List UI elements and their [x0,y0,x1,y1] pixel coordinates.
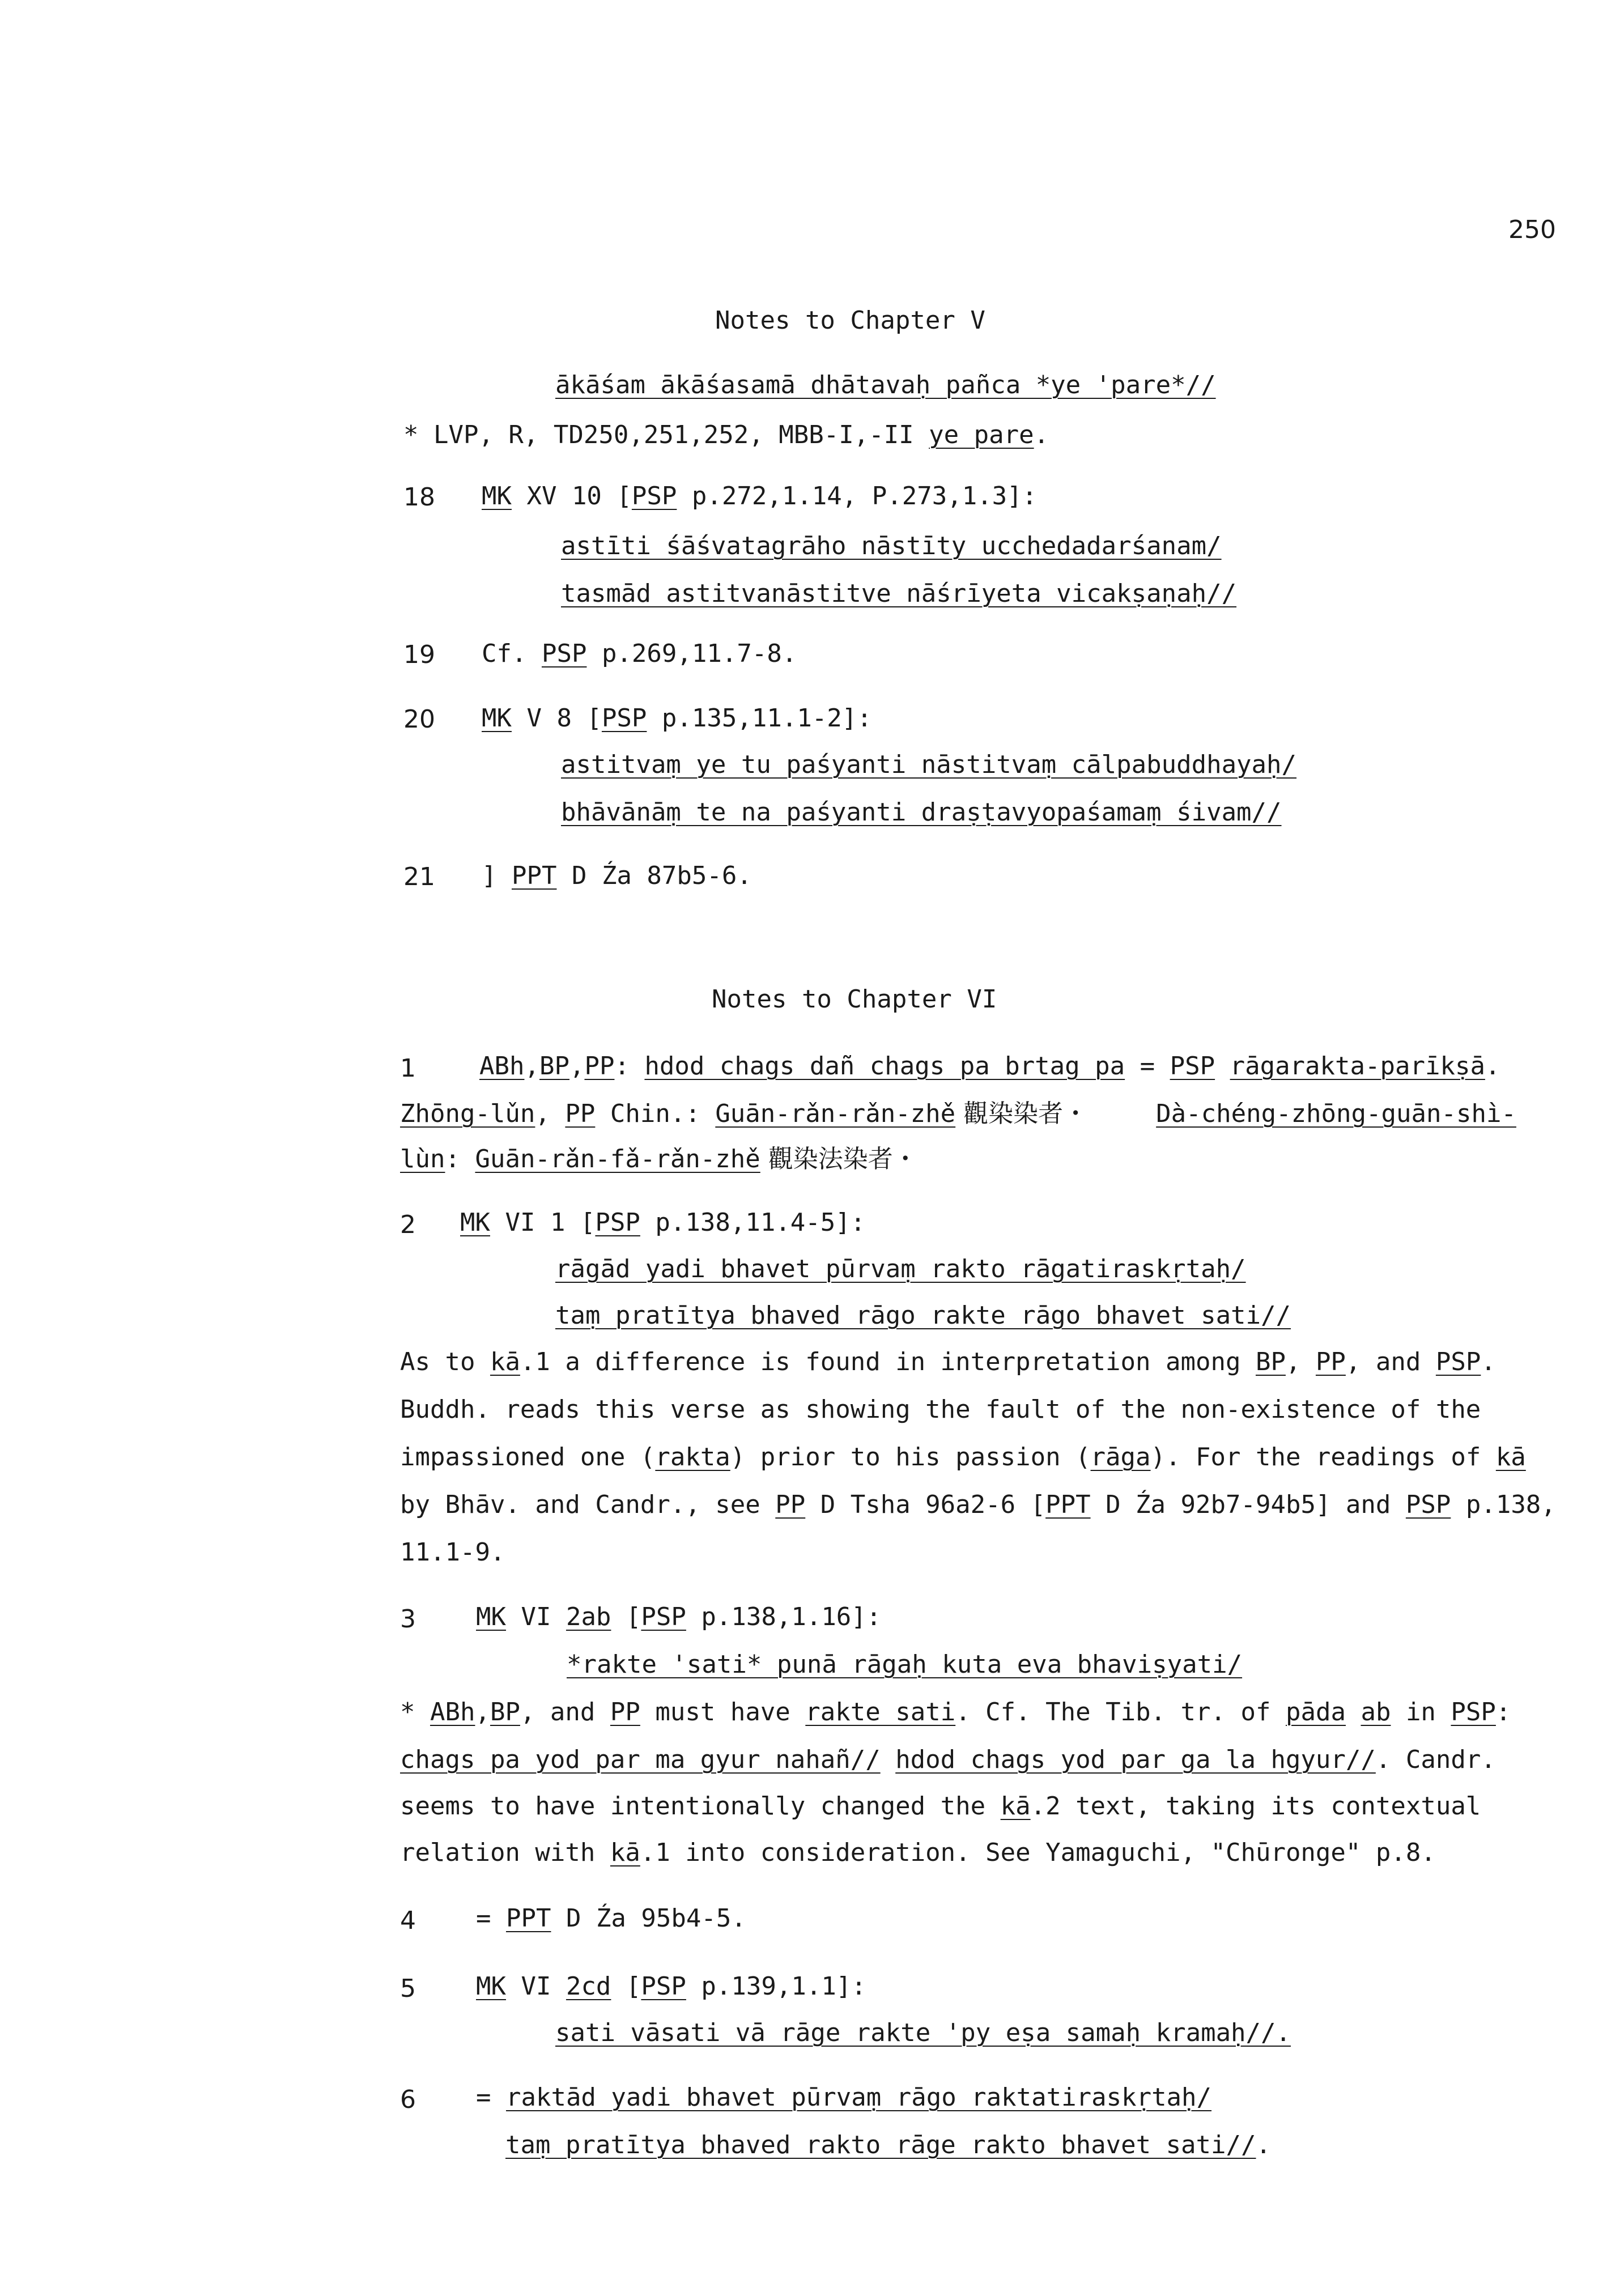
ref-text: [ [611,1972,641,2001]
ref-text: p.138,11.4-5]: [640,1208,866,1237]
text: D Tsha 96a2-6 [ [805,1490,1046,1519]
page-number: 250 [1508,215,1556,244]
text: : [445,1145,475,1173]
text: D Źa 95b4-5. [551,1904,746,1933]
text: , [535,1099,566,1128]
psp-abbr: PSP [1435,1347,1481,1376]
psp-abbr: PSP [595,1208,640,1237]
ch6-note-3-number: 3 [400,1605,416,1634]
psp-abbr: PSP [1405,1490,1451,1519]
text [1346,1698,1361,1727]
ch6-note-2-para-2: Buddh. reads this verse as showing the fault of the non-existence of the [400,1395,1481,1424]
text [1215,1052,1230,1081]
text: . [1256,2131,1272,2159]
text: ) prior to his passion ( [730,1443,1091,1472]
ref-text: XV 10 [ [511,482,632,511]
ch6-note-5-verse-1: sati vāsati vā rāge rakte 'py eṣa samaḥ kramaḥ//. [555,2018,1291,2047]
psp-abbr: PSP [1170,1052,1215,1081]
ref-text: VI 1 [ [490,1208,596,1237]
sanskrit-term: rakte sati [805,1698,956,1727]
ka-abbr: kā [1000,1792,1031,1821]
bp-abbr: BP [539,1052,569,1081]
ref-text: V 8 [ [511,704,602,733]
pp-abbr: PP [565,1099,596,1128]
ka-abbr: kā [610,1838,640,1867]
text: , and [1345,1347,1436,1376]
tibetan-title: hdod chags dañ chags pa brtag pa [644,1052,1125,1081]
sanskrit-term: rakta [655,1443,730,1472]
note-20-ref [482,701,872,735]
text: = [476,1904,506,1933]
note-18-verse-2: tasmād astitvanāstitve nāśrīyeta vicakṣaṇaḥ// [561,579,1237,608]
ch6-note-4-text [476,1902,746,1936]
note-21-text [482,859,752,893]
mk-abbr: MK [482,704,512,733]
ref-text: [ [611,1602,641,1631]
psp-abbr: PSP [641,1972,686,2001]
ref-text: p.139,1.1]: [686,1972,866,2001]
note-20-verse-2: bhāvānāṃ te na paśyanti draṣṭavyopaśamaṃ śivam// [561,798,1282,827]
psp-abbr: PSP [541,639,587,668]
text: , [524,1052,539,1081]
text: .1 into consideration. See Yamaguchi, "Chūronge" p.8. [640,1838,1436,1867]
chinese-title: Zhōng-lǔn [400,1099,535,1128]
ch6-note-2-para-1 [400,1345,1496,1379]
ch6-note-3-para-2 [400,1743,1496,1777]
text: . Candr. [1375,1745,1496,1774]
ch6-note-2-para-5: 11.1-9. [400,1538,505,1567]
text: , and [520,1698,610,1727]
psp-abbr: PSP [641,1602,686,1631]
text: in [1391,1698,1451,1727]
note-18-number: 18 [403,483,435,512]
text: D Źa 92b7-94b5] and [1090,1490,1406,1519]
pp-abbr: PP [1315,1347,1346,1376]
text: : [1495,1698,1511,1727]
note-19-number: 19 [403,640,435,669]
mk-abbr: MK [482,482,512,511]
ch6-note-2-verse-1: rāgād yadi bhavet pūrvaṃ rakto rāgatiraskṛtaḥ/ [555,1255,1246,1283]
cjk-text: 觀染染者・ [955,1099,1089,1128]
text: .1 a difference is found in interpretation among [520,1347,1256,1376]
abh-abbr: ABh [430,1698,475,1727]
abh-abbr: ABh [479,1052,525,1081]
bp-abbr: BP [1255,1347,1286,1376]
mk-abbr: MK [460,1208,490,1237]
ch6-note-1-line-2 [400,1097,1516,1131]
ch6-note-6-number: 6 [400,2085,416,2114]
text: Chin.: [595,1099,716,1128]
text: ). For the readings of [1150,1443,1496,1472]
cjk-text: 觀染法染者・ [760,1145,918,1173]
tibetan-text: hdod chags yod par ga la hgyur// [895,1745,1376,1774]
ch6-note-2-verse-2: taṃ pratītya bhaved rāgo rakte rāgo bhavet sati// [555,1301,1291,1330]
text [881,1745,896,1774]
ch6-note-6-line-2 [505,2128,1271,2162]
text: * [400,1698,430,1727]
ref-text: VI [505,1972,566,2001]
psp-abbr: PSP [601,704,647,733]
mk-abbr: MK [476,1602,506,1631]
star-note-pre: * LVP, R, TD250,251,252, MBB-I,-II [403,420,929,449]
sanskrit-term: rāga [1090,1443,1151,1472]
mk-abbr: MK [476,1972,506,2001]
ch6-note-4-number: 4 [400,1906,416,1935]
ch6-note-5-number: 5 [400,1974,416,2003]
ch5-star-note [403,418,1049,452]
ch6-note-5-ref [476,1970,866,2004]
note-20-number: 20 [403,705,435,734]
note-18-verse-1: astīti śāśvatagrāho nāstīty ucchedadarśanam/ [561,532,1222,560]
ch6-note-3-verse-1: *rakte 'sati* punā rāgaḥ kuta eva bhaviṣyati/ [567,1650,1243,1679]
text: p.269,11.7-8. [586,639,797,668]
ch6-note-2-number: 2 [400,1210,416,1239]
psp-abbr: PSP [631,482,677,511]
ref-text: p.138,1.16]: [686,1602,882,1631]
chinese-title: Guān-rǎn-rǎn-zhě [715,1099,956,1128]
ppt-abbr: PPT [1045,1490,1091,1519]
note-18-ref [482,479,1037,513]
ref-text: p.272,1.14, P.273,1.3]: [677,482,1038,511]
star-note-underlined: ye pare [929,420,1034,449]
text: . [1481,1347,1496,1376]
ch6-note-2-para-4 [400,1488,1556,1522]
pada-ref: 2ab [566,1602,611,1631]
chinese-title: lùn [400,1145,445,1173]
note-20-verse-1: astitvaṃ ye tu paśyanti nāstitvaṃ cālpabuddhayaḥ/ [561,750,1297,779]
ppt-abbr: PPT [505,1904,551,1933]
text: Cf. [482,639,542,668]
chapter-vi-heading: Notes to Chapter VI [712,985,997,1014]
ch6-note-2-ref [460,1206,865,1240]
text: , [475,1698,490,1727]
text: : [614,1052,645,1081]
text: D Źa 87b5-6. [556,861,752,890]
ch6-note-3-para-1 [400,1695,1511,1729]
tibetan-text: chags pa yod par ma gyur nahañ// [400,1745,881,1774]
ch6-note-1-number: 1 [400,1054,416,1083]
ch6-note-3-para-3 [400,1789,1481,1823]
text: = [476,2083,506,2112]
pp-abbr: PP [584,1052,615,1081]
ka-abbr: kā [1495,1443,1526,1472]
text: impassioned one ( [400,1443,656,1472]
note-21-number: 21 [403,862,435,891]
star-note-post: . [1034,420,1049,449]
text: ] [482,861,512,890]
text: . [1485,1052,1500,1081]
text: As to [400,1347,490,1376]
ppt-abbr: PPT [511,861,557,890]
chapter-v-heading: Notes to Chapter V [715,306,985,335]
ka-abbr: kā [490,1347,520,1376]
text: seems to have intentionally changed the [400,1792,1001,1821]
bp-abbr: BP [490,1698,520,1727]
text: . Cf. The Tib. tr. of [955,1698,1286,1727]
ref-text: VI [505,1602,566,1631]
ch6-note-3-ref [476,1600,881,1634]
pp-abbr: PP [775,1490,806,1519]
text: p.138, [1451,1490,1556,1519]
chinese-title: Guān-rǎn-fǎ-rǎn-zhě [475,1145,760,1173]
verse-text: taṃ pratītya bhaved rakto rāge rakto bhavet sati// [505,2131,1256,2159]
text: , [1285,1347,1316,1376]
text: by Bhāv. and Candr., see [400,1490,776,1519]
text: = [1125,1052,1170,1081]
ch6-note-1-line-1 [479,1049,1500,1083]
text: must have [640,1698,806,1727]
sanskrit-title: rāgarakta-parīkṣā [1230,1052,1485,1081]
ch6-note-6-line-1 [476,2081,1211,2115]
ch6-note-2-para-3 [400,1440,1526,1474]
verse-text: raktād yadi bhavet pūrvaṃ rāgo raktatiraskṛtaḥ/ [505,2083,1212,2112]
note-19-text [482,637,797,671]
ch6-note-3-para-4 [400,1836,1436,1870]
pada-ref: 2cd [566,1972,611,2001]
psp-abbr: PSP [1451,1698,1496,1727]
pp-abbr: PP [610,1698,640,1727]
text: .2 text, taking its contextual [1030,1792,1481,1821]
sanskrit-term: pāda [1286,1698,1346,1727]
text: relation with [400,1838,610,1867]
ref-text: p.135,11.1-2]: [647,704,872,733]
ch6-note-1-line-3 [400,1142,918,1176]
chinese-title: Dà-chéng-zhōng-guān-shì- [1156,1099,1516,1128]
ch5-verse-line: ākāśam ākāśasamā dhātavaḥ pañca *ye 'pare*// [555,371,1216,399]
text: , [569,1052,585,1081]
pada-ref: ab [1361,1698,1391,1727]
